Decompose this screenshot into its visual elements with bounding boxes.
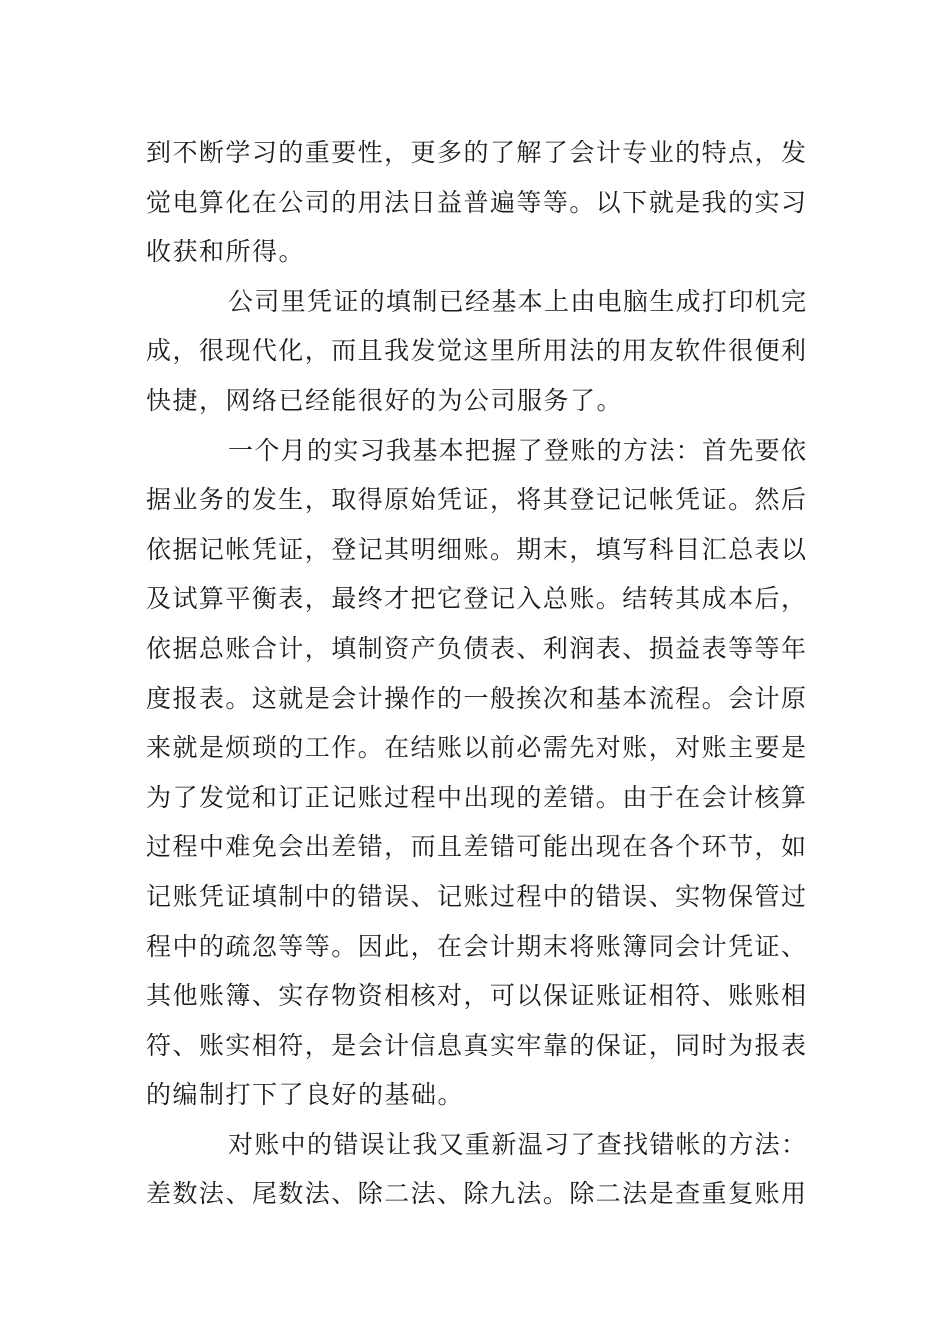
text-line: 快捷，网络已经能很好的为公司服务了。 bbox=[146, 385, 624, 415]
text-line: 记账凭证填制中的错误、记账过程中的错误、实物保管过 bbox=[146, 881, 806, 911]
text-line: 符、账实相符，是会计信息真实牢靠的保证，同时为报表 bbox=[146, 1030, 806, 1060]
paragraph-first-line: 对账中的错误让我又重新温习了查找错帐的方法： bbox=[228, 1129, 806, 1159]
body-text bbox=[146, 128, 806, 1219]
text-line: 到不断学习的重要性，更多的了解了会计专业的特点，发 bbox=[146, 138, 806, 167]
text-line: 来就是烦琐的工作。在结账以前必需先对账，对账主要是 bbox=[146, 733, 806, 763]
text-line: 过程中难免会出差错，而且差错可能出现在各个环节，如 bbox=[146, 832, 806, 862]
text-line: 收获和所得。 bbox=[146, 237, 306, 267]
text-line: 程中的疏忽等等。因此，在会计期末将账簿同会计凭证、 bbox=[146, 931, 806, 961]
text-line: 度报表。这就是会计操作的一般挨次和基本流程。会计原 bbox=[146, 683, 806, 713]
text-line: 的编制打下了良好的基础。 bbox=[146, 1080, 465, 1110]
paragraph-first-line: 公司里凭证的填制已经基本上由电脑生成打印机完 bbox=[228, 286, 806, 316]
text-line: 依据总账合计，填制资产负债表、利润表、损益表等等年 bbox=[146, 633, 806, 663]
text-line: 觉电算化在公司的用法日益普遍等等。以下就是我的实习 bbox=[146, 187, 806, 217]
text-line: 差数法、尾数法、除二法、除九法。除二法是查重复账用 bbox=[146, 1179, 806, 1209]
text-line: 据业务的发生，取得原始凭证，将其登记记帐凭证。然后 bbox=[146, 485, 806, 515]
text-line: 依据记帐凭证，登记其明细账。期末，填写科目汇总表以 bbox=[146, 534, 806, 564]
text-line: 及试算平衡表，最终才把它登记入总账。结转其成本后， bbox=[146, 584, 806, 614]
text-line: 其他账簿、实存物资相核对，可以保证账证相符、账账相 bbox=[146, 981, 806, 1011]
text-line: 成，很现代化，而且我发觉这里所用法的用友软件很便利 bbox=[146, 336, 806, 366]
paragraph-first-line: 一个月的实习我基本把握了登账的方法：首先要依 bbox=[228, 435, 806, 465]
text-line: 为了发觉和订正记账过程中出现的差错。由于在会计核算 bbox=[146, 782, 806, 812]
